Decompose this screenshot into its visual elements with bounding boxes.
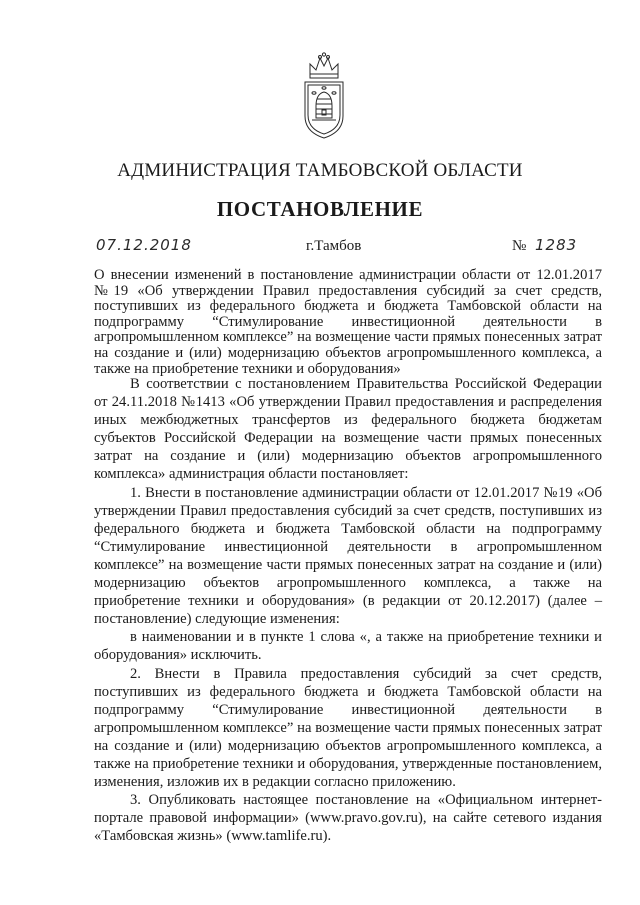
document-city: г.Тамбов xyxy=(306,238,362,254)
document-type: ПОСТАНОВЛЕНИЕ xyxy=(216,197,424,221)
document-date: 07.12.2018 xyxy=(96,236,192,254)
body-paragraph: В соответствии с постановлением Правительства Российской Федерации от 24.11.2018 №1413 «Об утверждении Правил предоставления и распределения иных межбюджетных трансфертов из федерального бюджета бюджетам субъектов Российской Федерации на возмещение части прямых понесенных затрат на создание и (или) модернизацию объектов агропромышленного комплекса» администрация области постановляет: xyxy=(94,376,602,483)
document-body xyxy=(94,375,602,845)
document-number: 1283 xyxy=(535,236,578,254)
body-paragraph: 3. Опубликовать настоящее постановление на «Официальном интернет-портале правовой информации» (www.pravo.gov.ru), на сайте сетевого издания «Тамбовская жизнь» (www.tamlife.ru). xyxy=(94,792,602,845)
body-paragraph: 2. Внести в Правила предоставления субсидий за счет средств, поступивших из федерального бюджета и бюджета Тамбовской области на подпрограмму “Стимулирование инвестиционной деятельности в агропромышленном комплексе” на возмещение части прямых понесенных затрат на создание и (или) модернизацию объектов агропромышленного комплекса, а также на приобретение техники и оборудования, утвержденные постановлением, изменения, изложив их в редакции согласно приложению. xyxy=(94,665,602,791)
body-paragraph: 1. Внести в постановление администрации области от 12.01.2017 №19 «Об утверждении Правил предоставления субсидий за счет средств, поступивших из федерального бюджета и бюджета Тамбовской области на подпрограмму “Стимулирование инвестиционной деятельности в агропромышленном комплексе” на возмещение части прямых понесенных затрат на создание и (или) модернизацию объектов агропромышленного комплекса, а также на приобретение техники и оборудования» (в редакции от 20.12.2017) (далее – постановление) следующие изменения: xyxy=(94,484,602,628)
body-paragraph: в наименовании и в пункте 1 слова «, а также на приобретение техники и оборудования» исключить. xyxy=(94,629,602,664)
coat-of-arms-icon xyxy=(301,52,347,140)
document-title: О внесении изменений в постановление администрации области от 12.01.2017 №19 «Об утверждении Правил предоставления субсидий за счет средств, поступивших из федерального бюджета и бюджета Тамбовской области на подпрограмму “Стимулирование инвестиционной деятельности в агропромышленном комплексе” на возмещение части прямых понесенных затрат на создание и (или) модернизацию объектов агропромышленного комплекса, а также на приобретение техники и оборудования» xyxy=(94,267,602,377)
organization-name: АДМИНИСТРАЦИЯ ТАМБОВСКОЙ ОБЛАСТИ xyxy=(117,160,523,181)
document-number-label: № xyxy=(512,238,527,254)
